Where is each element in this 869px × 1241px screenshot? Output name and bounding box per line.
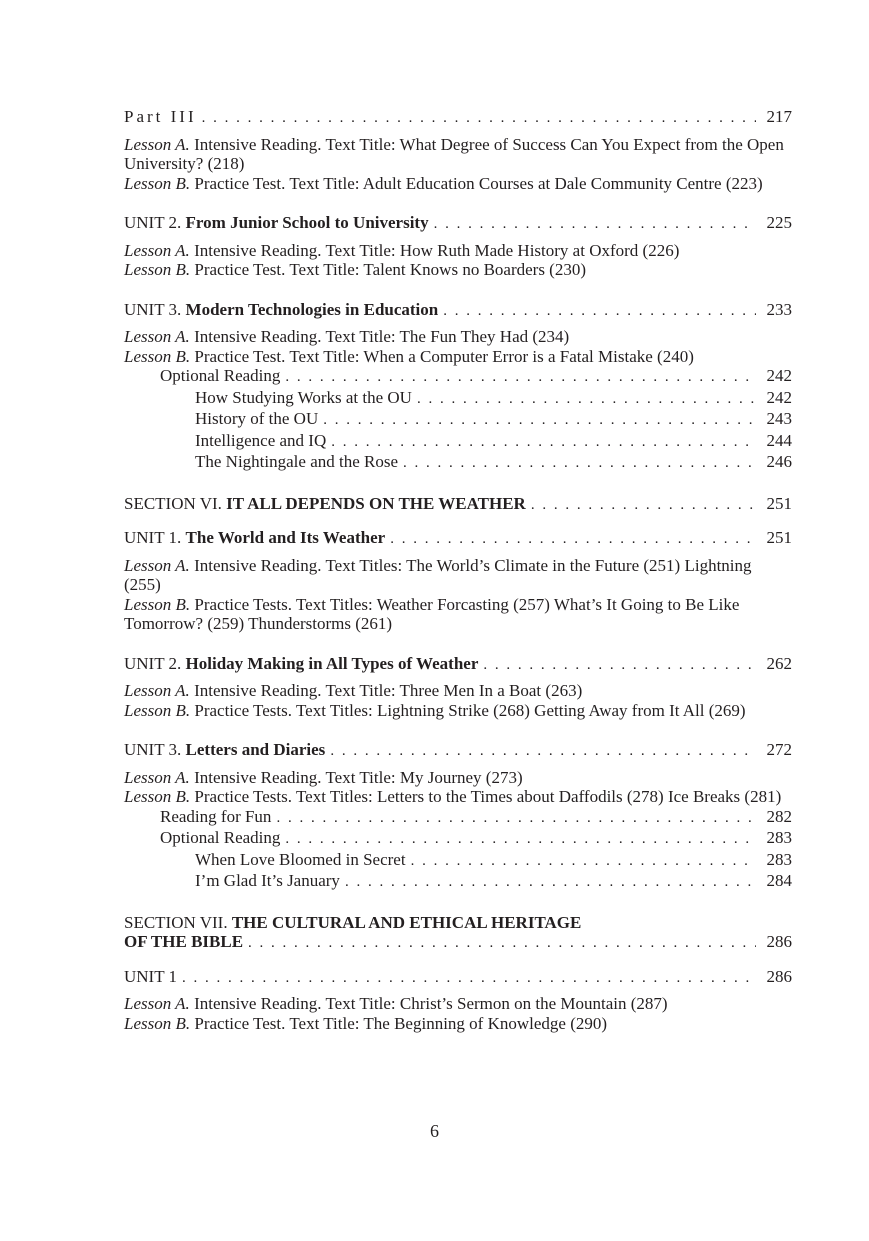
toc-entry-label: I’m Glad It’s January — [195, 871, 340, 890]
toc-entry-section-vi[interactable] — [124, 494, 792, 516]
dot-leader — [483, 656, 756, 676]
lesson-b: Lesson B. Practice Test. Text Title: Talent Knows no Boarders (230) — [124, 260, 587, 279]
dot-leader — [390, 530, 756, 550]
toc-page-number: 244 — [766, 430, 792, 450]
dot-leader — [345, 873, 756, 893]
lesson-a: Lesson A. Intensive Reading. Text Titles: The World’s Climate in the Future (251) Lightning (255) — [124, 555, 752, 594]
toc-page-number: 251 — [766, 528, 792, 547]
toc-entry-label: Reading for Fun — [160, 806, 272, 826]
dot-leader — [434, 215, 756, 235]
dot-leader — [330, 742, 756, 762]
toc-entry-reading-item[interactable] — [124, 871, 792, 893]
lesson-a: Lesson A. Intensive Reading. Text Title: The Fun They Had (234) — [124, 327, 570, 346]
toc-page-number: 284 — [766, 871, 792, 890]
lesson-list — [124, 994, 792, 1033]
toc-entry-optional-reading[interactable] — [124, 366, 792, 388]
toc-page-number: 217 — [766, 107, 792, 126]
dot-leader — [331, 433, 756, 453]
lesson-list — [124, 327, 792, 366]
toc-page-number: 243 — [766, 409, 792, 428]
lesson-a: Lesson A. Intensive Reading. Text Title: Three Men In a Boat (263) — [124, 681, 583, 700]
lesson-b: Lesson B. Practice Tests. Text Titles: Lightning Strike (268) Getting Away from It All (269) — [124, 700, 746, 720]
dot-leader — [531, 496, 756, 516]
toc-entry-label: UNIT 2. From Junior School to University — [124, 213, 429, 232]
toc-entry-label-line1: SECTION VII. THE CULTURAL AND ETHICAL HERITAGE — [124, 912, 582, 932]
toc-entry-reading-item[interactable] — [124, 388, 792, 410]
toc-entry-reading-item[interactable] — [124, 452, 792, 474]
lesson-b: Lesson B. Practice Test. Text Title: The Beginning of Knowledge (290) — [124, 1013, 608, 1033]
toc-entry-label: The Nightingale and the Rose — [195, 452, 399, 471]
toc-page-number: 262 — [766, 653, 792, 673]
toc-page-number: 272 — [766, 740, 792, 759]
lesson-b: Lesson B. Practice Tests. Text Titles: Weather Forcasting (257) What’s It Going to Be Like Tomorrow? (259) Thunderstorms (261) — [124, 594, 740, 633]
lesson-tag: Lesson A. — [124, 134, 190, 154]
toc-page-number: 233 — [766, 299, 792, 319]
dot-leader — [411, 852, 756, 872]
toc-entry-unit-2-holiday[interactable] — [124, 654, 792, 676]
toc-entry-label: UNIT 3. Letters and Diaries — [124, 740, 326, 759]
toc-entry-label: UNIT 3. Modern Technologies in Education — [124, 299, 439, 319]
toc-page-number: 286 — [766, 932, 792, 951]
lesson-a — [124, 135, 792, 174]
toc-entry-reading-item[interactable] — [124, 431, 792, 453]
dot-leader — [202, 109, 756, 129]
dot-leader — [276, 809, 756, 829]
toc-entry-optional-reading[interactable] — [124, 828, 792, 850]
lesson-a: Lesson A. Intensive Reading. Text Title: Christ’s Sermon on the Mountain (287) — [124, 994, 668, 1013]
toc-entry-label: OF THE BIBLE — [124, 932, 244, 951]
dot-leader — [182, 969, 756, 989]
toc-entry-label: Optional Reading — [160, 366, 281, 385]
lesson-list — [124, 241, 792, 280]
dot-leader — [323, 411, 756, 431]
dot-leader — [417, 390, 756, 410]
lesson-text: Practice Test. Text Title: Adult Education Courses at Dale Community Centre (223) — [194, 173, 763, 193]
toc-entry-unit-1-weather[interactable] — [124, 528, 792, 550]
dot-leader — [285, 830, 756, 850]
toc-entry-reading-for-fun[interactable] — [124, 807, 792, 829]
dot-leader — [285, 368, 756, 388]
lesson-list — [124, 681, 792, 720]
toc-entry-unit-3-tech[interactable] — [124, 300, 792, 322]
lesson-b: Lesson B. Practice Tests. Text Titles: Letters to the Times about Daffodils (278) Ice Breaks (281) — [124, 787, 782, 806]
toc-entry-label: UNIT 1. The World and Its Weather — [124, 528, 386, 547]
toc-entry-label: When Love Bloomed in Secret — [195, 849, 406, 869]
toc-entry-unit-2-school[interactable] — [124, 213, 792, 235]
toc-entry-label: SECTION VI. IT ALL DEPENDS ON THE WEATHER — [124, 493, 526, 513]
toc-entry-section-vii[interactable] — [124, 913, 792, 954]
toc-entry-label: UNIT 1 — [124, 966, 178, 986]
toc-page-number: 283 — [766, 828, 792, 847]
lesson-a: Lesson A. Intensive Reading. Text Title: My Journey (273) — [124, 767, 523, 787]
toc-entry-label: History of the OU — [195, 409, 319, 428]
toc-entry-label: Optional Reading — [160, 828, 281, 847]
toc-page-number: 242 — [766, 366, 792, 385]
toc-entry-label: How Studying Works at the OU — [195, 387, 412, 407]
toc-entry-unit-1-bible[interactable] — [124, 967, 792, 989]
toc-page-number: 286 — [766, 966, 792, 986]
toc-page-number: 283 — [766, 849, 792, 869]
toc-entry-reading-item[interactable] — [124, 850, 792, 872]
lesson-tag: Lesson B. — [124, 173, 191, 193]
toc-page-number: 251 — [766, 493, 792, 513]
lesson-b — [124, 174, 792, 194]
toc-page-number: 246 — [766, 452, 792, 471]
lesson-list — [124, 556, 792, 634]
toc-entry-reading-item[interactable] — [124, 409, 792, 431]
toc-entry-label: Part III — [124, 107, 197, 126]
lesson-a: Lesson A. Intensive Reading. Text Title: How Ruth Made History at Oxford (226) — [124, 240, 680, 260]
toc-page-number: 225 — [766, 213, 792, 232]
toc-entry-label: Intelligence and IQ — [195, 430, 327, 450]
lesson-list — [124, 135, 792, 194]
dot-leader — [443, 302, 756, 322]
lesson-b: Lesson B. Practice Test. Text Title: When a Computer Error is a Fatal Mistake (240) — [124, 346, 694, 366]
toc-entry-part-iii[interactable] — [124, 107, 792, 129]
toc-page-number: 242 — [766, 387, 792, 407]
toc-entry-unit-3-letters[interactable] — [124, 740, 792, 762]
toc-page-number: 282 — [766, 806, 792, 826]
lesson-list — [124, 768, 792, 807]
page-number: 6 — [430, 1121, 439, 1141]
dot-leader — [403, 454, 756, 474]
lesson-text: Intensive Reading. Text Title: What Degree of Success Can You Expect from the Open University? (218) — [124, 134, 784, 173]
table-of-contents — [124, 107, 792, 1033]
toc-entry-label: UNIT 2. Holiday Making in All Types of Weather — [124, 653, 479, 673]
dot-leader — [248, 934, 756, 954]
